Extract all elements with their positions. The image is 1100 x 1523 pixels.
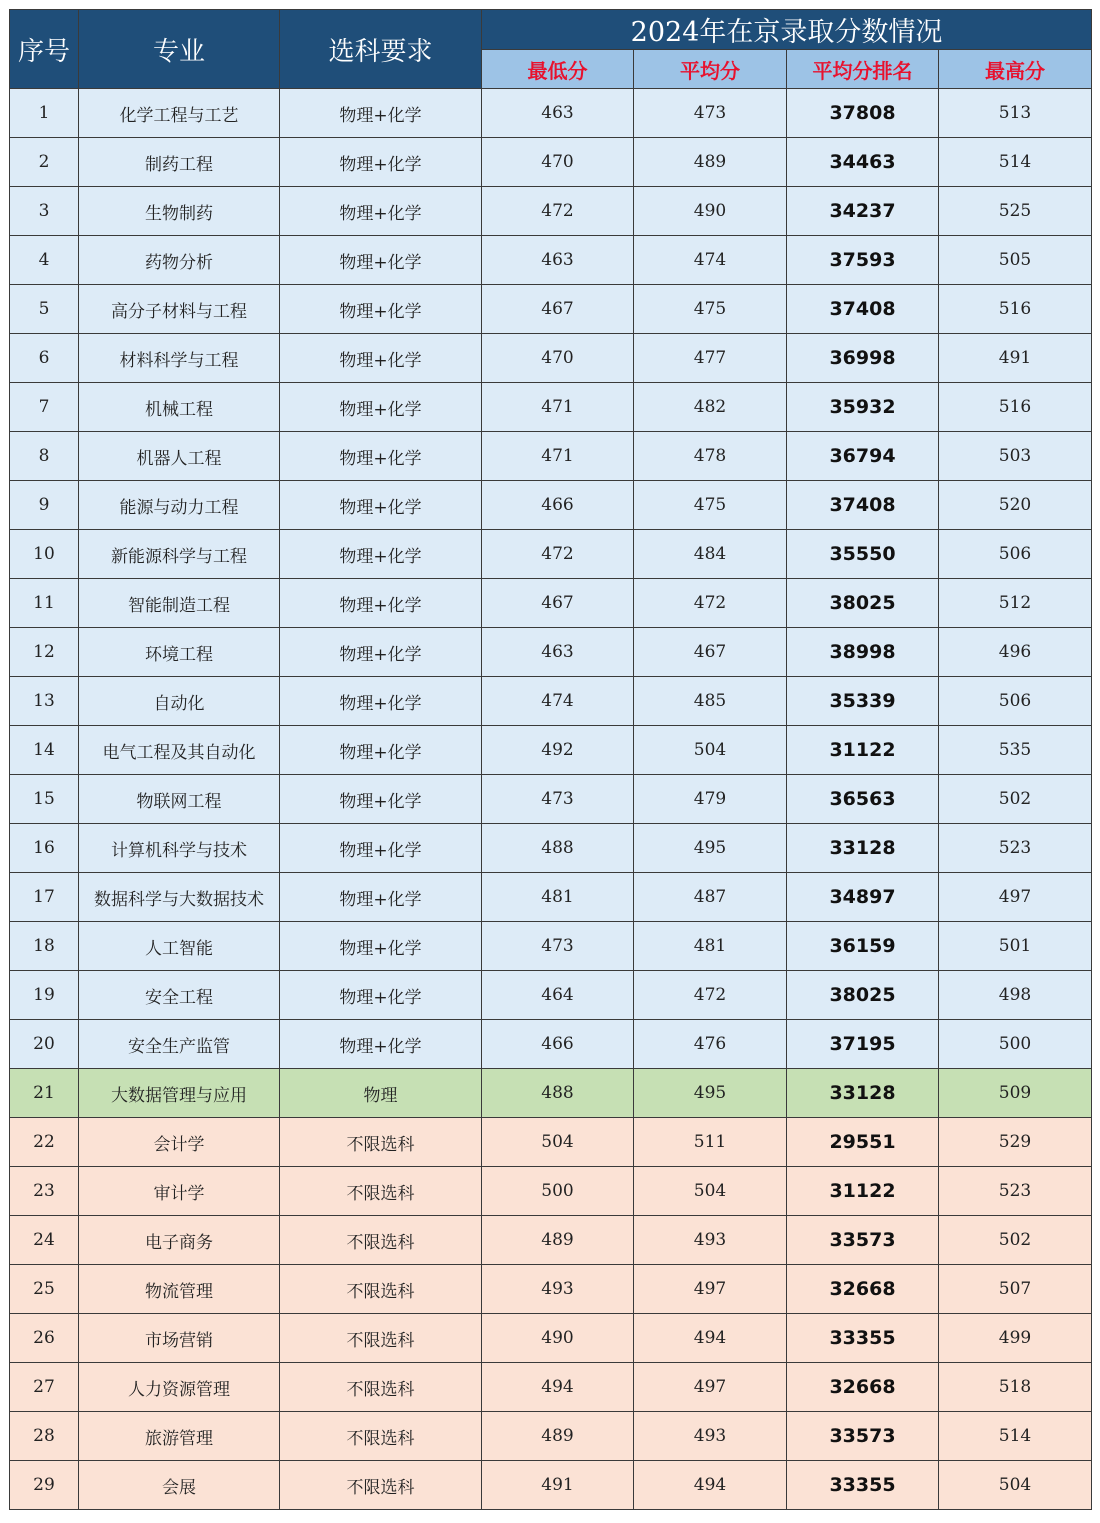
- cell-avg-rank: 34463: [787, 138, 939, 187]
- table-row: [10, 138, 1092, 187]
- cell-min-score: 491: [482, 1461, 634, 1510]
- cell-avg-score: 475: [634, 285, 787, 334]
- cell-max-score: 503: [939, 432, 1092, 481]
- cell-min-score: 493: [482, 1265, 634, 1314]
- cell-subject-requirement: 不限选科: [280, 1461, 482, 1510]
- cell-major: 会计学: [79, 1118, 280, 1167]
- cell-major: 审计学: [79, 1167, 280, 1216]
- cell-max-score: 525: [939, 187, 1092, 236]
- cell-avg-score: 475: [634, 481, 787, 530]
- cell-min-score: 472: [482, 530, 634, 579]
- table-row: [10, 89, 1092, 138]
- cell-major: 安全生产监管: [79, 1020, 280, 1069]
- cell-major: 新能源科学与工程: [79, 530, 280, 579]
- table-header: [10, 10, 1092, 89]
- cell-major: 人力资源管理: [79, 1363, 280, 1412]
- cell-avg-score: 495: [634, 824, 787, 873]
- cell-index: 5: [10, 285, 79, 334]
- cell-avg-rank: 32668: [787, 1265, 939, 1314]
- header-min-score: 最低分: [482, 50, 634, 89]
- cell-major: 机械工程: [79, 383, 280, 432]
- cell-major: 制药工程: [79, 138, 280, 187]
- cell-avg-score: 467: [634, 628, 787, 677]
- table-row: [10, 922, 1092, 971]
- cell-subject-requirement: 物理+化学: [280, 824, 482, 873]
- cell-index: 18: [10, 922, 79, 971]
- cell-avg-score: 472: [634, 971, 787, 1020]
- cell-avg-score: 504: [634, 1167, 787, 1216]
- table-row: [10, 1118, 1092, 1167]
- cell-max-score: 512: [939, 579, 1092, 628]
- cell-index: 20: [10, 1020, 79, 1069]
- cell-min-score: 470: [482, 334, 634, 383]
- cell-avg-score: 479: [634, 775, 787, 824]
- table-row: [10, 1461, 1092, 1510]
- cell-major: 物联网工程: [79, 775, 280, 824]
- header-major: 专业: [79, 10, 280, 89]
- cell-min-score: 464: [482, 971, 634, 1020]
- cell-max-score: 513: [939, 89, 1092, 138]
- cell-min-score: 466: [482, 481, 634, 530]
- cell-avg-rank: 36563: [787, 775, 939, 824]
- cell-index: 21: [10, 1069, 79, 1118]
- cell-min-score: 466: [482, 1020, 634, 1069]
- cell-max-score: 501: [939, 922, 1092, 971]
- cell-major: 机器人工程: [79, 432, 280, 481]
- table-row: [10, 1020, 1092, 1069]
- cell-avg-score: 511: [634, 1118, 787, 1167]
- cell-min-score: 494: [482, 1363, 634, 1412]
- cell-major: 生物制药: [79, 187, 280, 236]
- cell-avg-rank: 38025: [787, 971, 939, 1020]
- cell-min-score: 500: [482, 1167, 634, 1216]
- cell-major: 高分子材料与工程: [79, 285, 280, 334]
- cell-avg-score: 478: [634, 432, 787, 481]
- cell-index: 23: [10, 1167, 79, 1216]
- cell-subject-requirement: 物理+化学: [280, 138, 482, 187]
- cell-avg-rank: 36998: [787, 334, 939, 383]
- cell-index: 27: [10, 1363, 79, 1412]
- cell-avg-rank: 35339: [787, 677, 939, 726]
- cell-min-score: 463: [482, 89, 634, 138]
- cell-min-score: 472: [482, 187, 634, 236]
- table-row: [10, 383, 1092, 432]
- cell-avg-score: 476: [634, 1020, 787, 1069]
- table-row: [10, 628, 1092, 677]
- cell-avg-score: 473: [634, 89, 787, 138]
- cell-avg-rank: 34237: [787, 187, 939, 236]
- cell-major: 市场营销: [79, 1314, 280, 1363]
- cell-major: 物流管理: [79, 1265, 280, 1314]
- header-group-title: 2024年在京录取分数情况: [482, 10, 1092, 50]
- table-row: [10, 1069, 1092, 1118]
- cell-max-score: 502: [939, 1216, 1092, 1265]
- cell-major: 材料科学与工程: [79, 334, 280, 383]
- cell-max-score: 516: [939, 383, 1092, 432]
- cell-major: 安全工程: [79, 971, 280, 1020]
- cell-subject-requirement: 物理+化学: [280, 579, 482, 628]
- cell-index: 22: [10, 1118, 79, 1167]
- header-index: 序号: [10, 10, 79, 89]
- cell-avg-rank: 33128: [787, 824, 939, 873]
- cell-max-score: 516: [939, 285, 1092, 334]
- cell-max-score: 497: [939, 873, 1092, 922]
- cell-avg-rank: 36794: [787, 432, 939, 481]
- cell-index: 28: [10, 1412, 79, 1461]
- table-row: [10, 187, 1092, 236]
- cell-subject-requirement: 物理+化学: [280, 775, 482, 824]
- score-table-container: [9, 9, 1092, 1510]
- cell-index: 8: [10, 432, 79, 481]
- cell-avg-score: 494: [634, 1314, 787, 1363]
- cell-min-score: 471: [482, 432, 634, 481]
- cell-min-score: 490: [482, 1314, 634, 1363]
- cell-min-score: 504: [482, 1118, 634, 1167]
- cell-subject-requirement: 不限选科: [280, 1216, 482, 1265]
- cell-avg-rank: 33355: [787, 1461, 939, 1510]
- cell-max-score: 498: [939, 971, 1092, 1020]
- cell-subject-requirement: 物理+化学: [280, 89, 482, 138]
- table-row: [10, 1216, 1092, 1265]
- cell-major: 大数据管理与应用: [79, 1069, 280, 1118]
- cell-major: 能源与动力工程: [79, 481, 280, 530]
- cell-max-score: 505: [939, 236, 1092, 285]
- cell-avg-rank: 33573: [787, 1216, 939, 1265]
- cell-subject-requirement: 不限选科: [280, 1265, 482, 1314]
- cell-max-score: 500: [939, 1020, 1092, 1069]
- cell-avg-rank: 31122: [787, 1167, 939, 1216]
- cell-subject-requirement: 不限选科: [280, 1167, 482, 1216]
- cell-major: 计算机科学与技术: [79, 824, 280, 873]
- cell-min-score: 474: [482, 677, 634, 726]
- cell-avg-rank: 33355: [787, 1314, 939, 1363]
- cell-index: 6: [10, 334, 79, 383]
- cell-avg-score: 490: [634, 187, 787, 236]
- cell-min-score: 488: [482, 824, 634, 873]
- cell-index: 13: [10, 677, 79, 726]
- cell-subject-requirement: 物理+化学: [280, 383, 482, 432]
- cell-max-score: 535: [939, 726, 1092, 775]
- cell-avg-rank: 37593: [787, 236, 939, 285]
- table-row: [10, 1412, 1092, 1461]
- cell-major: 旅游管理: [79, 1412, 280, 1461]
- table-row: [10, 236, 1092, 285]
- cell-index: 19: [10, 971, 79, 1020]
- cell-subject-requirement: 物理+化学: [280, 236, 482, 285]
- cell-avg-rank: 37808: [787, 89, 939, 138]
- cell-max-score: 506: [939, 530, 1092, 579]
- table-row: [10, 1314, 1092, 1363]
- cell-max-score: 499: [939, 1314, 1092, 1363]
- cell-avg-rank: 29551: [787, 1118, 939, 1167]
- cell-min-score: 488: [482, 1069, 634, 1118]
- header-subject-requirement: 选科要求: [280, 10, 482, 89]
- cell-subject-requirement: 物理+化学: [280, 628, 482, 677]
- cell-avg-score: 481: [634, 922, 787, 971]
- cell-subject-requirement: 物理+化学: [280, 432, 482, 481]
- table-body: [10, 89, 1092, 1510]
- cell-avg-score: 493: [634, 1412, 787, 1461]
- cell-avg-rank: 33128: [787, 1069, 939, 1118]
- cell-avg-score: 484: [634, 530, 787, 579]
- cell-max-score: 520: [939, 481, 1092, 530]
- cell-avg-rank: 33573: [787, 1412, 939, 1461]
- cell-avg-score: 497: [634, 1363, 787, 1412]
- cell-min-score: 463: [482, 628, 634, 677]
- cell-major: 人工智能: [79, 922, 280, 971]
- cell-index: 15: [10, 775, 79, 824]
- cell-major: 自动化: [79, 677, 280, 726]
- cell-max-score: 496: [939, 628, 1092, 677]
- table-row: [10, 432, 1092, 481]
- cell-avg-rank: 37195: [787, 1020, 939, 1069]
- cell-avg-score: 497: [634, 1265, 787, 1314]
- cell-min-score: 489: [482, 1216, 634, 1265]
- cell-subject-requirement: 物理: [280, 1069, 482, 1118]
- cell-subject-requirement: 物理+化学: [280, 677, 482, 726]
- cell-subject-requirement: 物理+化学: [280, 726, 482, 775]
- cell-index: 7: [10, 383, 79, 432]
- cell-subject-requirement: 物理+化学: [280, 481, 482, 530]
- cell-max-score: 514: [939, 1412, 1092, 1461]
- cell-avg-rank: 32668: [787, 1363, 939, 1412]
- cell-avg-rank: 35932: [787, 383, 939, 432]
- cell-index: 26: [10, 1314, 79, 1363]
- table-row: [10, 824, 1092, 873]
- cell-avg-rank: 38025: [787, 579, 939, 628]
- table-row: [10, 530, 1092, 579]
- cell-max-score: 502: [939, 775, 1092, 824]
- cell-major: 会展: [79, 1461, 280, 1510]
- cell-index: 4: [10, 236, 79, 285]
- cell-min-score: 489: [482, 1412, 634, 1461]
- cell-index: 2: [10, 138, 79, 187]
- cell-subject-requirement: 物理+化学: [280, 971, 482, 1020]
- cell-avg-score: 489: [634, 138, 787, 187]
- cell-major: 药物分析: [79, 236, 280, 285]
- header-max-score: 最高分: [939, 50, 1092, 89]
- table-row: [10, 677, 1092, 726]
- cell-avg-score: 477: [634, 334, 787, 383]
- cell-max-score: 518: [939, 1363, 1092, 1412]
- table-row: [10, 971, 1092, 1020]
- cell-min-score: 463: [482, 236, 634, 285]
- cell-min-score: 473: [482, 922, 634, 971]
- cell-min-score: 470: [482, 138, 634, 187]
- cell-avg-rank: 37408: [787, 481, 939, 530]
- cell-max-score: 504: [939, 1461, 1092, 1510]
- cell-subject-requirement: 物理+化学: [280, 1020, 482, 1069]
- cell-index: 17: [10, 873, 79, 922]
- cell-avg-score: 495: [634, 1069, 787, 1118]
- cell-avg-rank: 34897: [787, 873, 939, 922]
- cell-min-score: 471: [482, 383, 634, 432]
- cell-subject-requirement: 不限选科: [280, 1363, 482, 1412]
- cell-index: 10: [10, 530, 79, 579]
- cell-avg-rank: 37408: [787, 285, 939, 334]
- cell-avg-rank: 31122: [787, 726, 939, 775]
- cell-index: 3: [10, 187, 79, 236]
- cell-avg-score: 504: [634, 726, 787, 775]
- table-row: [10, 334, 1092, 383]
- cell-avg-score: 472: [634, 579, 787, 628]
- cell-max-score: 529: [939, 1118, 1092, 1167]
- cell-avg-score: 474: [634, 236, 787, 285]
- cell-avg-score: 494: [634, 1461, 787, 1510]
- cell-min-score: 467: [482, 285, 634, 334]
- cell-index: 12: [10, 628, 79, 677]
- cell-min-score: 481: [482, 873, 634, 922]
- table-row: [10, 1363, 1092, 1412]
- cell-major: 智能制造工程: [79, 579, 280, 628]
- cell-index: 1: [10, 89, 79, 138]
- cell-avg-rank: 38998: [787, 628, 939, 677]
- cell-subject-requirement: 不限选科: [280, 1118, 482, 1167]
- table-row: [10, 726, 1092, 775]
- cell-max-score: 523: [939, 1167, 1092, 1216]
- header-avg-rank: 平均分排名: [787, 50, 939, 89]
- cell-min-score: 473: [482, 775, 634, 824]
- cell-max-score: 491: [939, 334, 1092, 383]
- cell-subject-requirement: 物理+化学: [280, 187, 482, 236]
- cell-subject-requirement: 物理+化学: [280, 922, 482, 971]
- cell-max-score: 523: [939, 824, 1092, 873]
- cell-avg-score: 487: [634, 873, 787, 922]
- table-row: [10, 285, 1092, 334]
- cell-max-score: 514: [939, 138, 1092, 187]
- cell-major: 电子商务: [79, 1216, 280, 1265]
- table-row: [10, 775, 1092, 824]
- table-row: [10, 873, 1092, 922]
- cell-max-score: 507: [939, 1265, 1092, 1314]
- cell-subject-requirement: 物理+化学: [280, 530, 482, 579]
- cell-major: 环境工程: [79, 628, 280, 677]
- cell-index: 14: [10, 726, 79, 775]
- cell-major: 化学工程与工艺: [79, 89, 280, 138]
- cell-avg-score: 493: [634, 1216, 787, 1265]
- cell-index: 9: [10, 481, 79, 530]
- cell-max-score: 506: [939, 677, 1092, 726]
- table-row: [10, 481, 1092, 530]
- cell-max-score: 509: [939, 1069, 1092, 1118]
- cell-index: 11: [10, 579, 79, 628]
- cell-avg-score: 485: [634, 677, 787, 726]
- cell-subject-requirement: 物理+化学: [280, 285, 482, 334]
- table-row: [10, 1265, 1092, 1314]
- cell-index: 29: [10, 1461, 79, 1510]
- cell-avg-score: 482: [634, 383, 787, 432]
- cell-subject-requirement: 物理+化学: [280, 334, 482, 383]
- cell-subject-requirement: 物理+化学: [280, 873, 482, 922]
- cell-avg-rank: 35550: [787, 530, 939, 579]
- cell-index: 24: [10, 1216, 79, 1265]
- admission-score-table: [9, 9, 1092, 1510]
- cell-subject-requirement: 不限选科: [280, 1314, 482, 1363]
- cell-subject-requirement: 不限选科: [280, 1412, 482, 1461]
- cell-avg-rank: 36159: [787, 922, 939, 971]
- table-row: [10, 1167, 1092, 1216]
- cell-min-score: 467: [482, 579, 634, 628]
- cell-min-score: 492: [482, 726, 634, 775]
- cell-index: 25: [10, 1265, 79, 1314]
- cell-index: 16: [10, 824, 79, 873]
- header-avg-score: 平均分: [634, 50, 787, 89]
- table-row: [10, 579, 1092, 628]
- cell-major: 电气工程及其自动化: [79, 726, 280, 775]
- cell-major: 数据科学与大数据技术: [79, 873, 280, 922]
